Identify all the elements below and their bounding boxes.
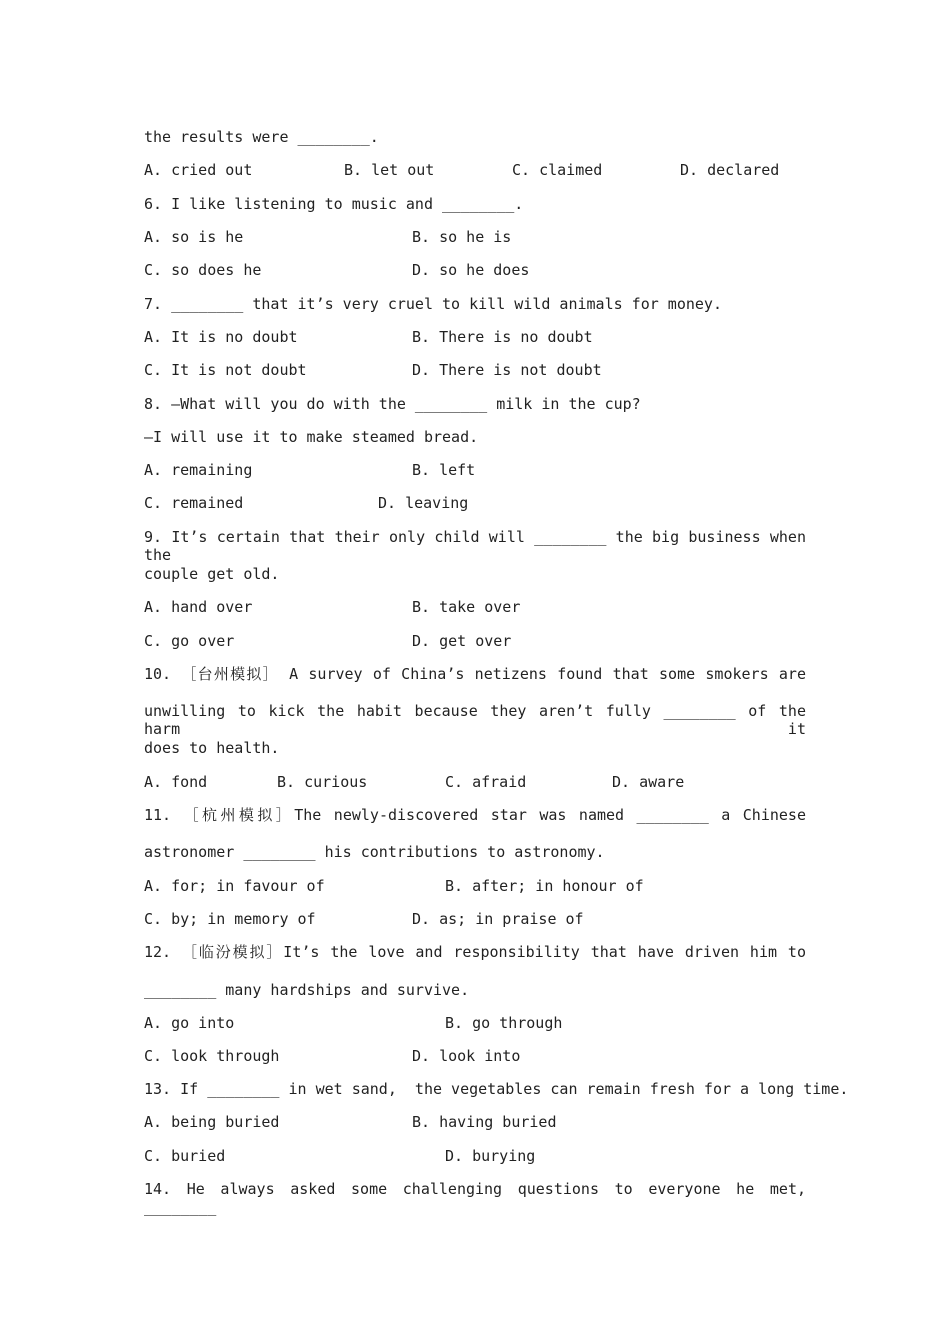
q13-option-c: C. buried xyxy=(144,1147,226,1165)
q7-option-a: A. It is no doubt xyxy=(144,328,298,346)
q10-option-c: C. afraid xyxy=(445,773,527,791)
q12-stem-line1: 12. ［临汾模拟］It’s the love and responsibility that have driven him to xyxy=(144,943,806,961)
q10-stem-line1: 10. ［台州模拟］ A survey of China’s netizens found that some smokers are xyxy=(144,665,806,683)
q12-option-a: A. go into xyxy=(144,1014,235,1032)
q5-option-b: B. let out xyxy=(344,161,435,179)
q7-stem: 7. ________ that it’s very cruel to kill wild animals for money. xyxy=(144,295,722,313)
q7-option-b: B. There is no doubt xyxy=(412,328,593,346)
q9-stem-line1: 9. It’s certain that their only child will ________ the big business when the xyxy=(144,528,806,564)
q10-option-d: D. aware xyxy=(612,773,685,791)
q8-option-c: C. remained xyxy=(144,494,244,512)
q10-option-a: A. fond xyxy=(144,773,208,791)
q5-option-a: A. cried out xyxy=(144,161,253,179)
q13-option-b: B. having buried xyxy=(412,1113,557,1131)
q12-stem-line2: ________ many hardships and survive. xyxy=(144,981,470,999)
q6-option-a: A. so is he xyxy=(144,228,244,246)
q12-option-b: B. go through xyxy=(445,1014,563,1032)
q13-stem: 13. If ________ in wet sand, the vegetables can remain fresh for a long time. xyxy=(144,1080,849,1098)
q8-stem: 8. —What will you do with the ________ milk in the cup? xyxy=(144,395,641,413)
q9-option-d: D. get over xyxy=(412,632,512,650)
q11-option-c: C. by; in memory of xyxy=(144,910,316,928)
q9-option-b: B. take over xyxy=(412,598,521,616)
q12-option-c: C. look through xyxy=(144,1047,280,1065)
q10-stem-line2: unwilling to kick the habit because they aren’t fully ________ of the harm it xyxy=(144,702,806,738)
q11-option-d: D. as; in praise of xyxy=(412,910,584,928)
q8-option-d: D. leaving xyxy=(378,494,469,512)
q9-stem-line2: couple get old. xyxy=(144,565,280,583)
q11-stem-line2: astronomer ________ his contributions to astronomy. xyxy=(144,843,605,861)
q9-option-a: A. hand over xyxy=(144,598,253,616)
q6-option-c: C. so does he xyxy=(144,261,262,279)
q13-option-a: A. being buried xyxy=(144,1113,280,1131)
q11-option-a: A. for; in favour of xyxy=(144,877,325,895)
q14-stem-line1: 14. He always asked some challenging questions to everyone he met, ________ xyxy=(144,1180,806,1216)
q7-option-c: C. It is not doubt xyxy=(144,361,307,379)
q5-stem-continuation: the results were ________. xyxy=(144,128,379,146)
q6-option-d: D. so he does xyxy=(412,261,530,279)
q8-reply: —I will use it to make steamed bread. xyxy=(144,428,479,446)
q10-stem-line3: does to health. xyxy=(144,739,280,757)
q7-option-d: D. There is not doubt xyxy=(412,361,602,379)
q11-stem-line1: 11. ［杭州模拟］The newly-discovered star was named ________ a Chinese xyxy=(144,806,806,824)
q5-option-d: D. declared xyxy=(680,161,780,179)
q5-option-c: C. claimed xyxy=(512,161,603,179)
q8-option-b: B. left xyxy=(412,461,476,479)
q10-option-b: B. curious xyxy=(277,773,368,791)
q8-option-a: A. remaining xyxy=(144,461,253,479)
q11-option-b: B. after; in honour of xyxy=(445,877,644,895)
q12-option-d: D. look into xyxy=(412,1047,521,1065)
q9-option-c: C. go over xyxy=(144,632,235,650)
q13-option-d: D. burying xyxy=(445,1147,536,1165)
q6-option-b: B. so he is xyxy=(412,228,512,246)
q6-stem: 6. I like listening to music and ________. xyxy=(144,195,524,213)
